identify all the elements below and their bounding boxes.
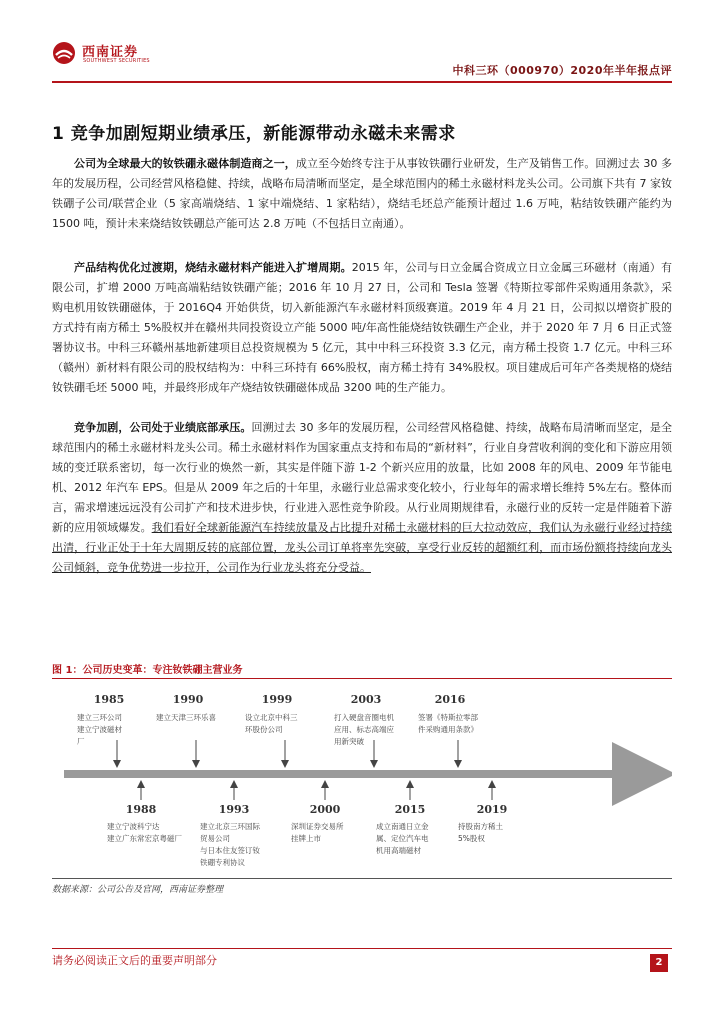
paragraph-body: 回溯过去 30 多年的发展历程，公司经营风格稳健、持续，战略布局清晰而坚定，是全球范围内的稀土永磁材料龙头公司。稀土永磁材料作为国家重点支持和布局的“新材料”，行业自身营收利润的变化和下游应用领域的变迁联系密切，每一次行业的焕然一新，其实是伴随下游 1-2 个新兴应用的放量，比如 2008 年的风电、2009 年节能电机、2012 年汽车 EPS。但是从 2009 年之后的十年里，永磁行业总需求变化较小，行业每年的需求增长维持 5%左右。整体而言，需求增速远远没有公司扩产和技术进步快，行业进入恶性竞争阶段。从行业周期规律看，永磁行业的反转一定是伴随着下游新的应用领域爆发。 [52, 421, 672, 534]
event-description: 铁硼专利协议 [200, 858, 245, 867]
event-year: 2015 [394, 803, 426, 816]
header-divider [52, 81, 672, 83]
footer-disclaimer: 请务必阅读正文后的重要声明部分 [52, 954, 217, 967]
page-number: 2 [650, 954, 668, 972]
paragraph-competition [52, 418, 672, 578]
event-arrow-icon [370, 760, 378, 768]
event-description: 持股南方稀土 [458, 822, 503, 831]
timeline-bottom-events [107, 780, 507, 867]
event-year: 1993 [218, 803, 250, 816]
event-description: 环股份公司 [245, 725, 283, 734]
event-arrow-icon [488, 780, 496, 788]
paragraph-capacity-expansion [52, 258, 672, 398]
event-description: 厂 [77, 737, 85, 746]
event-description: 签署《特斯拉零部 [418, 713, 478, 722]
timeline-event-1993 [200, 780, 260, 867]
event-description: 用新突破 [334, 737, 364, 746]
event-year: 1999 [261, 693, 293, 706]
paragraph-lead: 公司为全球最大的钕铁硼永磁体制造商之一， [74, 157, 296, 170]
timeline-event-2015 [376, 780, 429, 855]
event-description: 建立三环公司 [77, 713, 122, 722]
timeline-event-1999 [245, 693, 298, 768]
event-arrow-icon [454, 760, 462, 768]
section-title: 1 竞争加剧短期业绩承压，新能源带动永磁未来需求 [52, 124, 456, 144]
paragraph-body: 成立至今始终专注于从事钕铁硼行业研发，生产及销售工作。回溯过去 30 多年的发展历程，公司经营风格稳健、持续，战略布局清晰而坚定，是全球范围内的稀土永磁材料龙头公司。公司旗下共有 7 家钕铁硼子公司/联营企业（5 家高端烧结、1 家中端烧结、1 家粘结），烧结毛坯总产能预计超过 1.6 万吨，粘结钕铁硼产能约为 1500 吨，预计未来烧结钕铁硼总产能可达 2.8 万吨（不包括日立南通）。 [52, 157, 672, 230]
event-description: 建立宁波磁材 [77, 725, 122, 734]
event-description: 属、定位汽车电 [376, 834, 429, 843]
page-header [52, 38, 672, 78]
event-description: 打入硬盘音圈电机 [334, 713, 394, 722]
event-description: 件采购通用条款》 [418, 725, 478, 734]
event-arrow-icon [281, 760, 289, 768]
timeline-event-1988 [107, 780, 182, 843]
event-description: 5%股权 [458, 834, 485, 843]
event-description: 设立北京中科三 [245, 713, 298, 722]
figure-bottom-rule [52, 878, 672, 879]
event-arrow-icon [406, 780, 414, 788]
event-arrow-icon [230, 780, 238, 788]
timeline-event-1990 [156, 693, 216, 768]
brand-logo-icon [52, 41, 76, 65]
event-arrow-icon [321, 780, 329, 788]
event-year: 1990 [172, 693, 204, 706]
event-description: 应用、标志高端应 [334, 725, 394, 734]
timeline-event-2000 [291, 780, 344, 843]
event-arrow-icon [113, 760, 121, 768]
figure-top-rule [52, 678, 672, 679]
figure-source: 数据来源：公司公告及官网，西南证券整理 [52, 885, 224, 895]
paragraph-body: 2015 年，公司与日立金属合资成立日立金属三环磁材（南通）有限公司，扩增 2000 万吨高端粘结钕铁硼产能；2016 年 10 月 27 日，公司和 Tesla 签署《特斯拉零部件采购通用条款》，采购电机用钕铁硼磁体，于 2016Q4 开始供货，切入新能源汽车永磁材料顶级赛道。2019 年 4 月 21 日，公司拟以增资扩股的方式持有南方稀土 5%股权并在赣州共同投资设立产能 5000 吨/年高性能烧结钕铁硼生产企业，并于 2020 年 7 月 6 日正式签署协议书。中科三环赣州基地新建项目总投资规模为 5 亿元，其中中科三环投资 3.3 亿元，南方稀土投资 1.7 亿元。中科三环（赣州）新材料有限公司的股权结构为：中科三环持有 66%股权，南方稀土持有 34%股权。项目建成后可年产各类规格的烧结钕铁硼毛坯 5000 吨，并最终形成年产烧结钕铁硼磁体成品 3200 吨的生产能力。 [52, 261, 672, 394]
event-description: 贸易公司 [200, 834, 230, 843]
event-year: 2003 [350, 693, 382, 706]
timeline-top-events [77, 693, 478, 768]
footer-divider [52, 948, 672, 949]
event-description: 挂牌上市 [291, 834, 321, 843]
event-year: 1988 [125, 803, 157, 816]
brand-name: 西南证券 [82, 45, 139, 60]
event-year: 1985 [93, 693, 125, 706]
event-description: 建立天津三环乐喜 [156, 713, 216, 722]
event-arrow-icon [192, 760, 200, 768]
event-description: 建立广东常宏京粤磁厂 [107, 834, 182, 843]
event-description: 机用高端磁材 [376, 846, 421, 855]
report-title: 中科三环（000970）2020年半年报点评 [452, 64, 672, 77]
history-timeline [52, 680, 672, 876]
event-year: 2016 [434, 693, 466, 706]
timeline-event-2016 [418, 693, 478, 768]
event-year: 2000 [309, 803, 341, 816]
event-description: 成立南通日立金 [376, 822, 429, 831]
paragraph-lead: 竞争加剧，公司处于业绩底部承压。 [74, 421, 252, 434]
timeline-event-2019 [458, 780, 507, 843]
event-description: 建立北京三环国际 [200, 822, 260, 831]
event-description: 建立宁波科宁达 [107, 822, 160, 831]
event-description: 与日本住友签订钕 [200, 846, 260, 855]
paragraph-company-overview [52, 154, 672, 234]
paragraph-underlined-view: 我们看好全球新能源汽车持续放量及占比提升对稀土永磁材料的巨大拉动效应，我们认为永磁行业经过持续出清，行业正处于十年大周期反转的底部位置，龙头公司订单将率先突破，享受行业反转的超额红利，而市场份额将持续向龙头公司倾斜，竞争优势进一步拉开，公司作为行业龙头将充分受益。 [52, 521, 672, 574]
figure-title: 图 1：公司历史变革：专注钕铁硼主营业务 [52, 665, 243, 676]
event-arrow-icon [137, 780, 145, 788]
event-description: 深圳证券交易所 [291, 822, 344, 831]
timeline-event-1985 [77, 693, 124, 768]
paragraph-lead: 产品结构优化过渡期，烧结永磁材料产能进入扩增周期。 [74, 261, 352, 274]
event-year: 2019 [476, 803, 508, 816]
brand-name-en: SOUTHWEST SECURITIES [83, 58, 150, 64]
timeline-event-2003 [334, 693, 394, 768]
